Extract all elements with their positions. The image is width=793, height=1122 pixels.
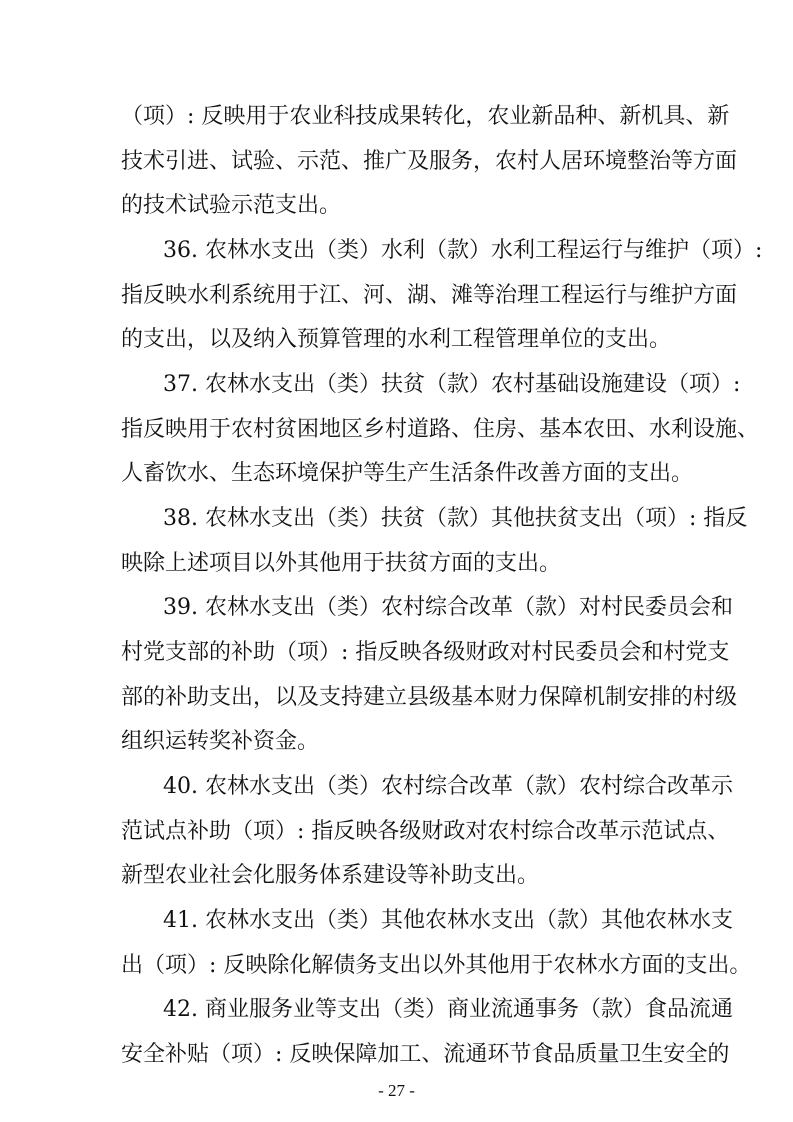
text-line: 人畜饮水、生态环境保护等生产生活条件改善方面的支出。: [121, 461, 694, 486]
text-line: 安全补贴（项）: 反映保障加工、流通环节食品质量卫生安全的: [121, 1042, 730, 1067]
paragraph-39-start: 39. 农林水支出（类）农村综合改革（款）对村民委员会和: [163, 595, 733, 620]
text-line: 组织运转奖补资金。: [121, 729, 320, 754]
text-line: 范试点补助（项）: 指反映各级财政对农村综合改革示范试点、: [121, 819, 730, 844]
paragraph-40-start: 40. 农林水支出（类）农村综合改革（款）农村综合改革示: [163, 774, 733, 799]
paragraph-38-start: 38. 农林水支出（类）扶贫（款）其他扶贫支出（项）: 指反: [163, 506, 748, 531]
text-line: 映除上述项目以外其他用于扶贫方面的支出。: [121, 551, 562, 576]
page-number: - 27 -: [378, 1081, 415, 1100]
text-line: 的支出，以及纳入预算管理的水利工程管理单位的支出。: [121, 327, 672, 352]
text-line: 出（项）: 反映除化解债务支出以外其他用于农林水方面的支出。: [121, 953, 752, 978]
text-line: 指反映用于农村贫困地区乡村道路、住房、基本农田、水利设施、: [121, 417, 760, 442]
text-line: 指反映水利系统用于江、河、湖、滩等治理工程运行与维护方面: [121, 283, 738, 308]
paragraph-36-start: 36. 农林水支出（类）水利（款）水利工程运行与维护（项）:: [163, 238, 763, 263]
text-line: 村党支部的补助（项）: 指反映各级财政对村民委员会和村党支: [121, 640, 730, 665]
text-line: 新型农业社会化服务体系建设等补助支出。: [121, 863, 540, 888]
text-line: （项）: 反映用于农业科技成果转化，农业新品种、新机具、新: [121, 104, 730, 129]
text-line: 部的补助支出，以及支持建立县级基本财力保障机制安排的村级: [121, 685, 738, 710]
paragraph-37-start: 37. 农林水支出（类）扶贫（款）农村基础设施建设（项）:: [163, 372, 741, 397]
text-line: 技术引进、试验、示范、推广及服务，农村人居环境整治等方面: [121, 149, 738, 174]
paragraph-42-start: 42. 商业服务业等支出（类）商业流通事务（款）食品流通: [163, 997, 733, 1022]
text-line: 的技术试验示范支出。: [121, 193, 342, 218]
paragraph-41-start: 41. 农林水支出（类）其他农林水支出（款）其他农林水支: [163, 908, 733, 933]
